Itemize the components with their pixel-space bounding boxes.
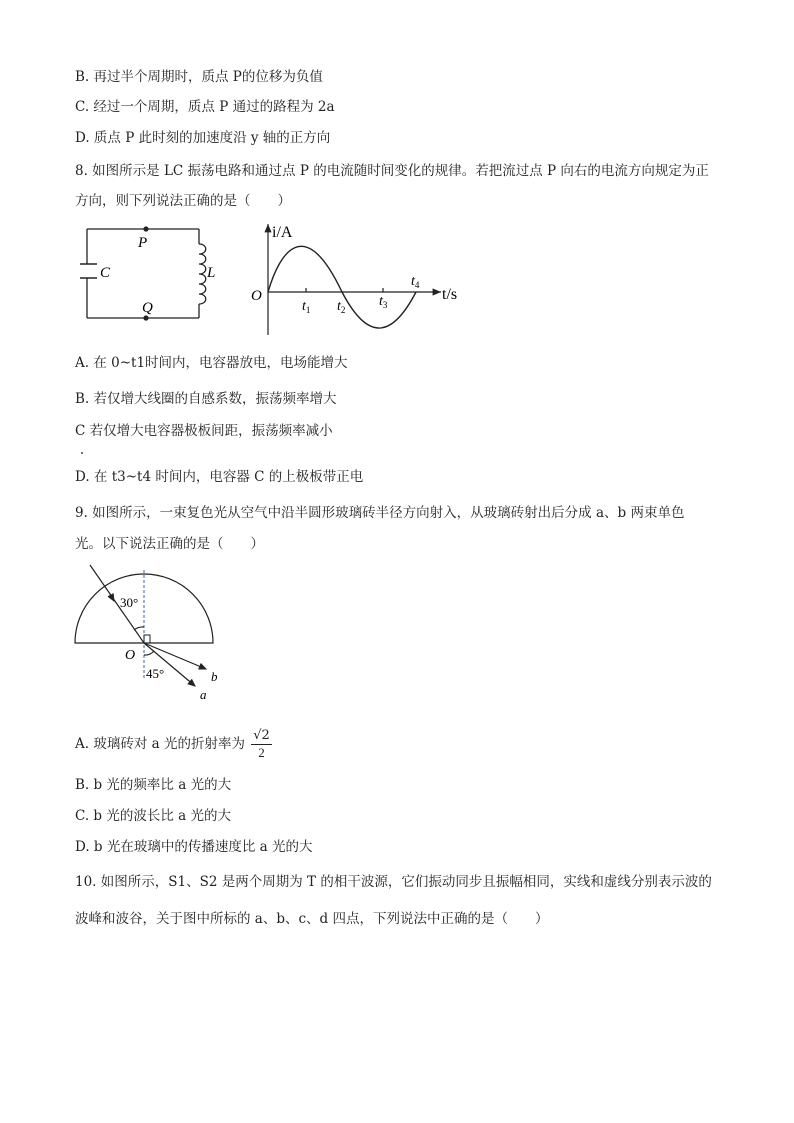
origin-label: O: [251, 288, 262, 304]
fraction-denominator: 2: [258, 745, 265, 760]
q9-stem-line1: 9. 如图所示，一束复色光从空气中沿半圆形玻璃砖半径方向射入，从玻璃砖射出后分成 a、b 两束单色: [75, 505, 685, 521]
q10-stem-line1: 10. 如图所示，S1、S2 是两个周期为 T 的相干波源，它们振动同步且振幅相同，实线和虚线分别表示波的: [75, 874, 712, 890]
q8-stem-line2: 方向，则下列说法正确的是（ ）: [75, 193, 291, 209]
point-p-dot: [143, 226, 148, 231]
q8-option-a: A. 在 0~t1时间内，电容器放电，电场能增大: [75, 355, 348, 371]
tick-t4: $t_4$: [411, 274, 420, 290]
fraction-sqrt2-over-2: [251, 728, 272, 761]
q9-option-b: B. b 光的频率比 a 光的大: [75, 777, 232, 793]
angle-45-label: 45°: [146, 666, 165, 681]
tick-t2: $t_2$: [337, 299, 346, 315]
label-c: C: [100, 265, 111, 281]
q8-option-b: B. 若仅增大线圈的自感系数，振荡频率增大: [75, 391, 337, 407]
sine-curve: [268, 246, 416, 328]
label-q: Q: [142, 300, 153, 316]
point-q-dot: [143, 315, 148, 320]
q9-option-d: D. b 光在玻璃中的传播速度比 a 光的大: [75, 839, 313, 855]
q8-option-d: D. 在 t3~t4 时间内，电容器 C 的上极板带正电: [75, 469, 364, 485]
y-axis-label: i/A: [272, 224, 293, 241]
q9-option-c: C. b 光的波长比 a 光的大: [75, 808, 231, 824]
origin-o-label: O: [125, 648, 136, 663]
tick-t3: $t_3$: [379, 294, 388, 310]
lc-circuit-diagram: [80, 222, 230, 327]
q7-option-c: C. 经过一个周期，质点 P 通过的路程为 2a: [75, 99, 335, 115]
q7-option-d: D. 质点 P 此时刻的加速度沿 y 轴的正方向: [75, 130, 331, 146]
q9-option-a: [75, 728, 272, 761]
angle-30-label: 30°: [120, 595, 139, 610]
tick-t1: $t_1$: [302, 299, 311, 315]
ray-b-label: b: [211, 669, 218, 684]
ray-a-label: a: [200, 687, 207, 702]
q8-option-c: C 若仅增大电容器极板间距，振荡频率减小: [75, 423, 333, 439]
fraction-numerator: √2: [253, 728, 270, 743]
q10-stem-line2: 波峰和波谷，关于图中所标的 a、b、c、d 四点，下列说法中正确的是（ ）: [75, 911, 549, 927]
label-l: L: [207, 265, 216, 281]
label-p: P: [138, 235, 148, 251]
stray-dot: [81, 452, 83, 454]
q9-option-a-text: A. 玻璃砖对 a 光的折射率为: [75, 736, 245, 752]
semicircle-glass-diagram: [70, 562, 220, 702]
q8-stem-line1: 8. 如图所示是 LC 振荡电路和通过点 P 的电流随时间变化的规律。若把流过点 P 向右的电流方向规定为正: [75, 163, 709, 179]
current-time-graph: [245, 218, 475, 340]
q9-stem-line2: 光。以下说法正确的是（ ）: [75, 536, 264, 552]
x-axis-label: t/s: [442, 286, 458, 303]
q7-option-b: B. 再过半个周期时，质点 P的位移为负值: [75, 69, 323, 85]
